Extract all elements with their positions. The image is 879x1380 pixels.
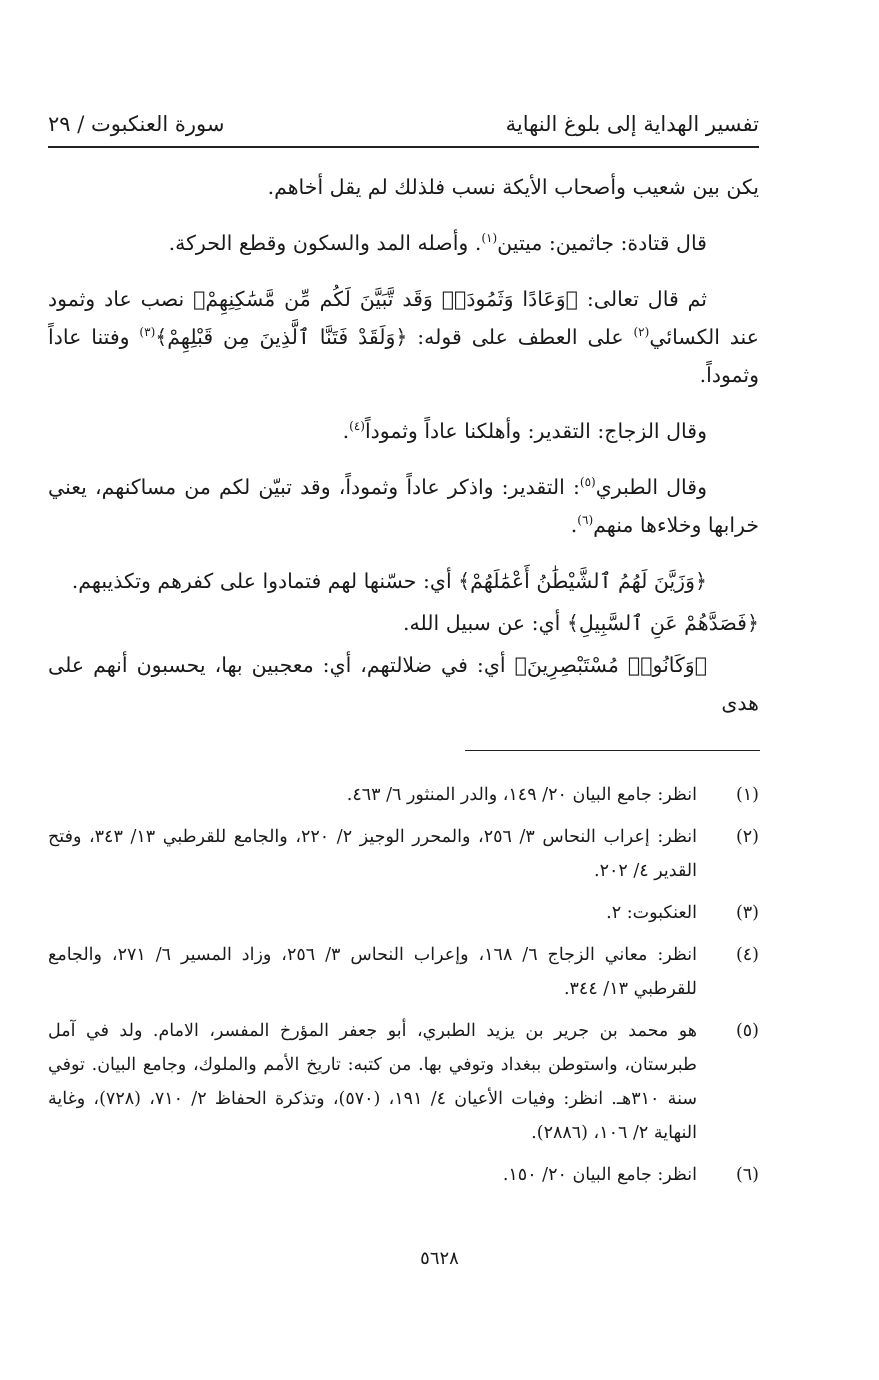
paragraph-text: وفتنا عاداً وثموداً. (48, 325, 759, 387)
footnote-item (48, 820, 759, 888)
footnote-item (48, 938, 759, 1006)
footnote-number: (٦) (735, 1165, 759, 1185)
paragraph (48, 562, 759, 600)
footnote-number: (٤) (735, 945, 759, 965)
quran-quote: ﴿وَلَقَدْ فَتَنَّا ٱلَّذِينَ مِن قَبْلِهِمْ﴾ (155, 325, 408, 349)
header-rule (48, 146, 759, 148)
running-header (48, 112, 759, 144)
footnote-marker: (٦) (577, 513, 594, 528)
paragraph-text: وقال الطبري (595, 475, 707, 499)
footnote-number: (٣) (735, 903, 759, 923)
footnote-item (48, 1014, 759, 1150)
paragraph-text: وقال الزجاج: التقدير: وأهلكنا عاداً وثموداً (364, 419, 707, 443)
footnote-text: انظر: معاني الزجاج ٦/ ١٦٨، وإعراب النحاس ٣/ ٢٥٦، وزاد المسير ٦/ ٢٧١، والجامع للقرطبي ١٣/ ٣٤٤. (48, 945, 697, 999)
footnote-marker: (٣) (139, 325, 156, 340)
quran-quote: ﴿فَصَدَّهُمْ عَنِ ٱلسَّبِيلِ﴾ (566, 611, 759, 635)
footnote-separator (465, 750, 760, 751)
footnote-text: انظر: جامع البيان ٢٠/ ١٤٩، والدر المنثور ٦/ ٤٦٣. (346, 785, 697, 805)
main-text (48, 168, 759, 740)
surah-reference: سورة العنكبوت / ٢٩ (48, 112, 225, 136)
paragraph-text: : التقدير: واذكر عاداً وثموداً، وقد تبيّن لكم من مساكنهم، يعني خرابها وخلاءها منهم (48, 475, 759, 537)
paragraph (48, 280, 759, 394)
paragraph-text: أي: حسّنها لهم فتمادوا على كفرهم وتكذيبهم. (71, 569, 459, 593)
footnote-item (48, 896, 759, 930)
paragraph-text: نصب عاد وثمود عند الكسائي (48, 287, 759, 349)
paragraph (48, 168, 759, 206)
footnote-marker: (٤) (349, 419, 365, 434)
footnote-text: العنكبوت: ٢. (606, 903, 697, 923)
paragraph-text: . (570, 513, 578, 537)
book-title: تفسير الهداية إلى بلوغ النهاية (505, 112, 759, 136)
paragraph-text: . (342, 419, 350, 443)
paragraph (48, 224, 759, 262)
footnote-text: انظر: جامع البيان ٢٠/ ١٥٠. (502, 1165, 697, 1185)
paragraph (48, 646, 759, 722)
paragraph (48, 604, 759, 642)
page-number: ٥٦٢٨ (420, 1248, 459, 1269)
footnote-item (48, 1158, 759, 1192)
paragraph-text: أي: في ضلالتهم، أي: معجبين بها، يحسبون أنهم على هدى (48, 653, 759, 715)
paragraph (48, 412, 759, 450)
footnote-number: (١) (735, 785, 759, 805)
paragraph-text: . وأصله المد والسكون وقطع الحركة. (168, 231, 482, 255)
footnote-marker: (١) (481, 231, 498, 246)
paragraph-text: على العطف على قوله: (407, 325, 634, 349)
footnotes (48, 778, 759, 1200)
paragraph-text: يكن بين شعيب وأصحاب الأيكة نسب فلذلك لم يقل أخاهم. (267, 175, 759, 199)
quran-quote: ﴿وَزَيَّنَ لَهُمُ ٱلشَّيْطَٰنُ أَعْمَٰلَهُمْ﴾ (458, 569, 707, 593)
footnote-text: هو محمد بن جرير بن يزيد الطبري، أبو جعفر المؤرخ المفسر، الامام. ولد في آمل طبرستان، واستوطن ببغداد وتوفي بها. من كتبه: تاريخ الأمم والملوك، وجامع البيان. توفي سنة ٣١٠هـ. انظر: وفيات الأعيان ٤/ ١٩١، (٥٧٠)، وتذكرة الحفاظ ٢/ ٧١٠، (٧٢٨)، وغاية النهاية ٢/ ١٠٦، (٢٨٨٦). (48, 1021, 698, 1143)
quran-quote: ﴿وَعَادًا وَثَمُودَا۟ وَقَد تَّبَيَّنَ لَكُم مِّن مَّسَٰكِنِهِمْ﴾ (193, 287, 578, 311)
footnote-item (48, 778, 759, 812)
paragraph (48, 468, 759, 544)
footnote-number: (٢) (735, 827, 759, 847)
footnote-marker: (٢) (633, 325, 650, 340)
quran-quote: ﴿وَكَانُوا۟ مُسْتَبْصِرِينَ﴾ (514, 653, 707, 677)
paragraph-text: قال قتادة: جاثمين: ميتين (497, 231, 707, 255)
paragraph-text: ثم قال تعالى: (577, 287, 707, 311)
footnote-marker: (٥) (579, 475, 596, 490)
paragraph-text: أي: عن سبيل الله. (402, 611, 567, 635)
footnote-text: انظر: إعراب النحاس ٣/ ٢٥٦، والمحرر الوجيز ٢/ ٢٢٠، والجامع للقرطبي ١٣/ ٣٤٣، وفتح القدير ٤/ ٢٠٢. (48, 827, 697, 881)
footnote-number: (٥) (735, 1021, 759, 1041)
